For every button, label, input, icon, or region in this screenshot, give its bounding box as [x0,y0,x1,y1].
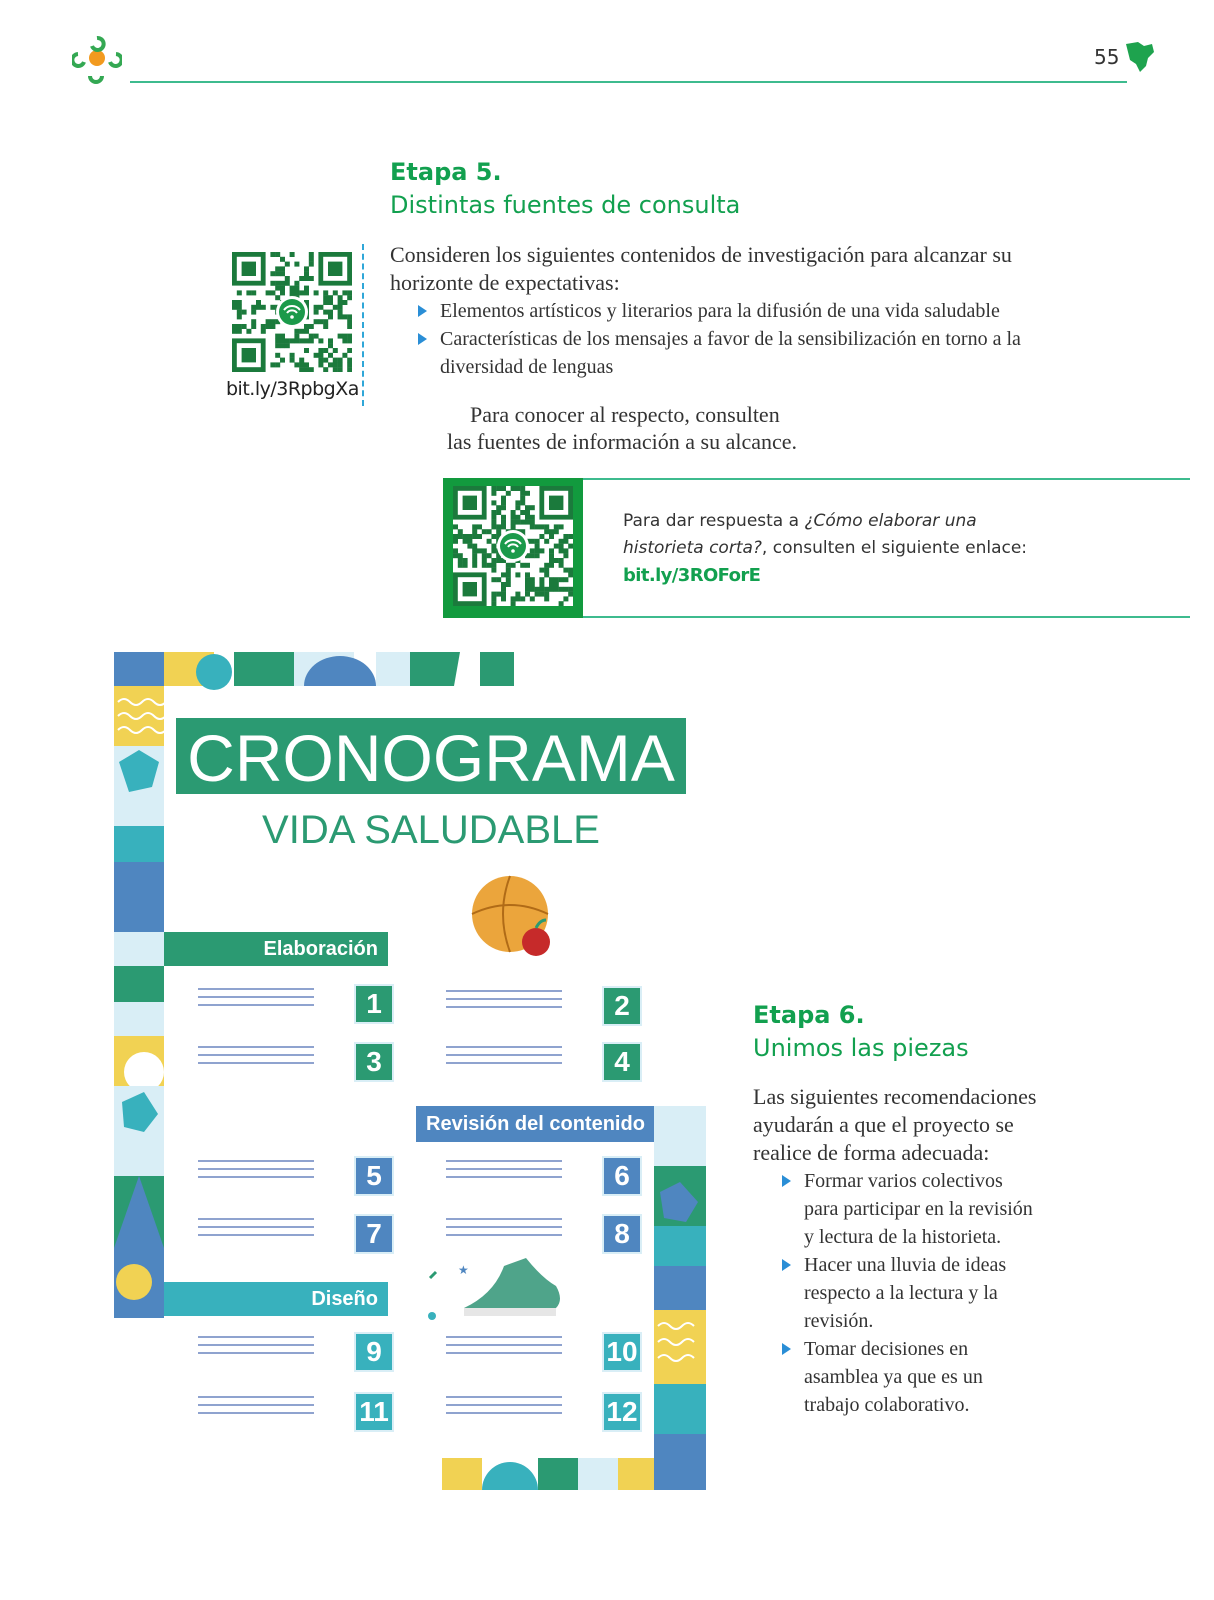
schedule-number: 3 [354,1042,394,1082]
blank-lines [198,1218,314,1242]
qr-info-box [443,478,1190,618]
schedule-number: 2 [602,986,642,1026]
dashed-divider [362,244,364,406]
bullet-icon [782,1343,791,1355]
schedule-number: 12 [602,1392,642,1432]
schedule-number: 7 [354,1214,394,1254]
section-elaboracion: Elaboración [263,938,378,960]
blank-lines [446,1046,562,1070]
list-item: Tomar decisiones en asamblea ya que es un trabajo colaborativo. [778,1335,1078,1419]
poster-subtitle: VIDA SALUDABLE [262,808,600,852]
blank-lines [446,1396,562,1420]
qr-code[interactable] [232,252,352,372]
schedule-number: 9 [354,1332,394,1372]
schedule-number: 4 [602,1042,642,1082]
blank-lines [446,990,562,1014]
schedule-number: 6 [602,1156,642,1196]
blank-lines [446,1336,562,1360]
blank-lines [198,1336,314,1360]
blank-lines [446,1160,562,1184]
blank-lines [198,1396,314,1420]
blank-lines [198,1046,314,1070]
svg-text:★: ★ [458,1263,469,1277]
schedule-number: 1 [354,984,394,1024]
etapa6-subtitle: Unimos las piezas [753,1034,969,1062]
etapa6-intro: Las siguientes recomendaciones ayudarán a que el proyecto se realice de forma adecuada: [753,1084,1037,1165]
qr-box-text: Para dar respuesta a ¿Cómo elaborar una historieta corta?, consulten el siguiente enlace: bit.ly/3ROForE [623,511,1028,586]
qr-code[interactable] [453,486,573,606]
section-revision: Revisión del contenido [426,1113,645,1135]
bullet-icon [782,1175,791,1187]
blank-lines [198,988,314,1012]
map-icon [1124,40,1156,74]
etapa5-title: Etapa 5. [390,158,502,186]
qr-box-link[interactable]: bit.ly/3ROForE [623,565,761,586]
etapa6-bullets [778,1167,1078,1419]
bullet-icon [418,305,427,317]
schedule-number: 11 [354,1392,394,1432]
poster-title: CRONOGRAMA [187,721,675,795]
qr-link-text[interactable]: bit.ly/3RpbgXa [226,378,359,400]
list-item: Formar varios colectivos para participar en la revisión y lectura de la historieta. [778,1167,1078,1251]
etapa5-intro: Consideren los siguientes contenidos de investigación para alcanzar su horizonte de expectativas: [390,242,1012,295]
etapa5-bullets [414,297,1054,381]
etapa5-note-line1: Para conocer al respecto, consulten [470,402,780,427]
logo [72,34,122,84]
bullet-icon [782,1259,791,1271]
bullet-icon [418,333,427,345]
etapa5-note-line2: las fuentes de información a su alcance. [447,429,798,454]
schedule-number: 10 [602,1332,642,1372]
poster [114,652,706,1490]
page-number: 55 [1094,45,1120,69]
blank-lines [446,1218,562,1242]
qr-box-green [443,478,583,618]
header-rule [130,81,1127,83]
schedule-number: 8 [602,1214,642,1254]
section-diseno: Diseño [311,1288,378,1310]
list-item: Hacer una lluvia de ideas respecto a la lectura y la revisión. [778,1251,1078,1335]
schedule-number: 5 [354,1156,394,1196]
etapa5-subtitle: Distintas fuentes de consulta [390,191,741,219]
blank-lines [198,1160,314,1184]
list-item: Elementos artísticos y literarios para la difusión de una vida saludable [414,297,1054,325]
list-item: Características de los mensajes a favor de la sensibilización en torno a la diversidad de lenguas [414,325,1054,381]
etapa6-title: Etapa 6. [753,1001,865,1029]
